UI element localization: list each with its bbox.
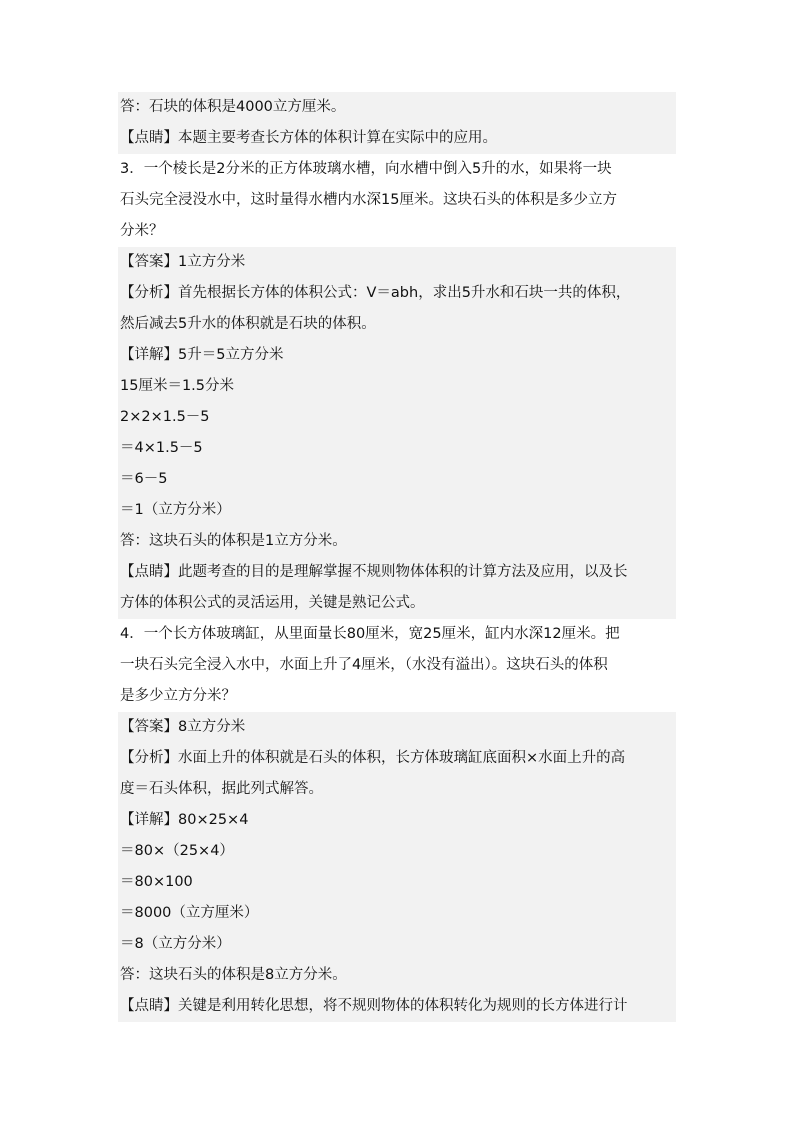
text-line: 【答案】1立方分米 [118, 247, 676, 278]
text-line: 2×2×1.5－5 [118, 402, 676, 433]
document-body [118, 92, 676, 1022]
text-line: ＝6－5 [118, 464, 676, 495]
text-line: 然后减去5升水的体积就是石块的体积。 [118, 309, 676, 340]
question-line: 是多少立方分米？ [120, 688, 236, 704]
text-line: 答：这块石头的体积是1立方分米。 [118, 526, 676, 557]
text-line: 度＝石头体积，据此列式解答。 [118, 774, 676, 805]
text-line: 答：这块石头的体积是8立方分米。 [118, 960, 676, 991]
text-line: 【分析】水面上升的体积就是石头的体积，长方体玻璃缸底面积×水面上升的高 [118, 743, 676, 774]
text-line: ＝8（立方分米） [118, 929, 676, 960]
question-line: 分米？ [120, 223, 164, 239]
text-line: 【点睛】此题考查的目的是理解掌握不规则物体体积的计算方法及应用，以及长 [118, 557, 676, 588]
text-line: ＝80×100 [118, 867, 676, 898]
question-line: 3．一个棱长是2分米的正方体玻璃水槽，向水槽中倒入5升的水，如果将一块 [120, 161, 612, 177]
text-line: 【详解】5升＝5立方分米 [118, 340, 676, 371]
text-line: ＝8000（立方厘米） [118, 898, 676, 929]
text-line: ＝1（立方分米） [118, 495, 676, 526]
text-line: 【点睛】关键是利用转化思想，将不规则物体的体积转化为规则的长方体进行计 [118, 991, 676, 1022]
question-line: 4．一个长方体玻璃缸，从里面量长80厘米，宽25厘米，缸内水深12厘米。把 [120, 626, 620, 642]
text-line: ＝80×（25×4） [118, 836, 676, 867]
text-line: 【答案】8立方分米 [118, 712, 676, 743]
text-line: 【点睛】本题主要考查长方体的体积计算在实际中的应用。 [118, 123, 676, 154]
text-line: 15厘米＝1.5分米 [118, 371, 676, 402]
text-line: 【分析】首先根据长方体的体积公式：V＝abh，求出5升水和石块一共的体积， [118, 278, 676, 309]
question-line: 石头完全浸没水中，这时量得水槽内水深15厘米。这块石头的体积是多少立方 [120, 192, 617, 208]
text-line: 答：石块的体积是4000立方厘米。 [118, 92, 676, 123]
text-line: ＝4×1.5－5 [118, 433, 676, 464]
question-line: 一块石头完全浸入水中，水面上升了4厘米，（水没有溢出）。这块石头的体积 [120, 657, 608, 673]
text-line: 方体的体积公式的灵活运用，关键是熟记公式。 [118, 588, 676, 619]
text-line: 【详解】80×25×4 [118, 805, 676, 836]
